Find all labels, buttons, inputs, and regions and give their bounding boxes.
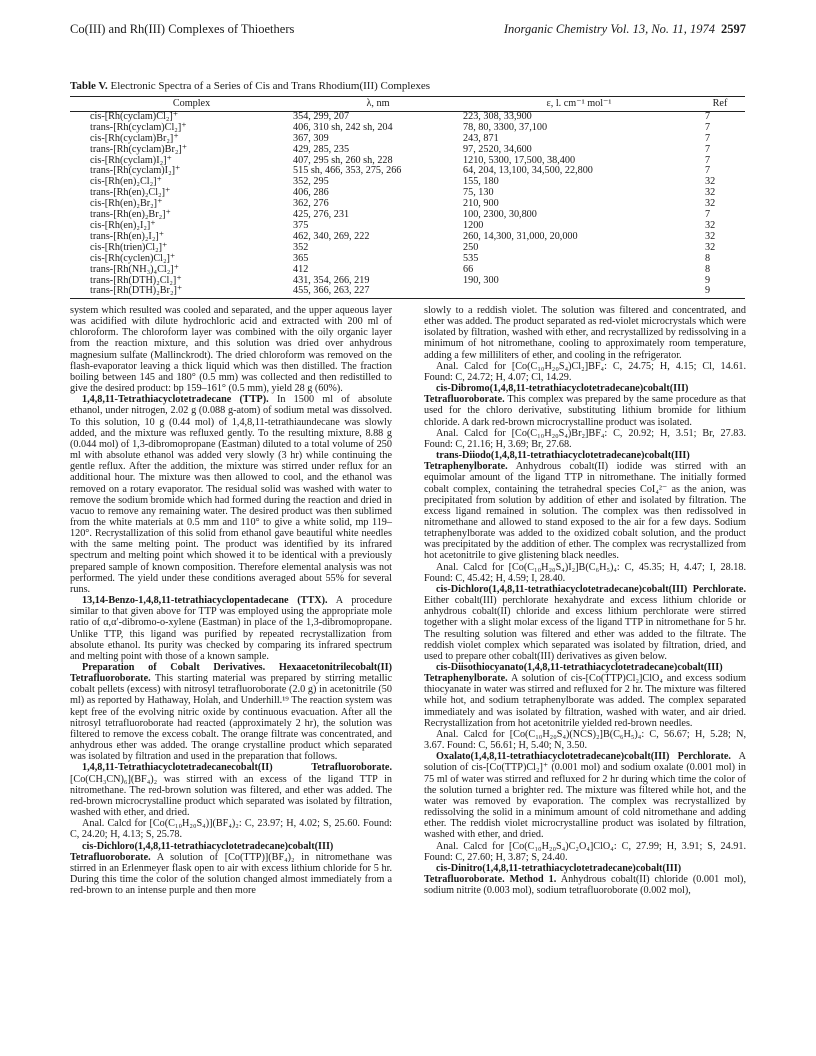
paragraph — [70, 818, 392, 840]
paragraph-text: Anal. Calcd for [Co(C₁₀H₂₀S₄)Cl₂]BF₄: C, 24.75; H, 4.15; Cl, 14.61. Found: C, 24.72; H, 4.07; Cl, 14.29. — [424, 360, 746, 383]
paragraph-heading: 1,4,8,11-Tetrathiacyclotetradecane (TTP). — [82, 394, 269, 406]
page-number: 2597 — [721, 22, 746, 36]
cell-complex: cis-[Rh(en)₂Br₂]⁺ — [90, 198, 163, 210]
running-head-title: Co(III) and Rh(III) Complexes of Thioethers — [70, 22, 295, 36]
paragraph — [424, 562, 746, 584]
cell-complex: cis-[Rh(cyclam)Cl₂]⁺ — [90, 110, 179, 122]
table-caption — [70, 80, 430, 92]
paragraph-heading: cis-Dibromo(1,4,8,11-tetrathiacyclotetradecane)cobalt(III) Tetrafluoroborate. — [424, 383, 689, 406]
paragraph-heading: 13,14-Benzo-1,4,8,11-tetrathiacyclopentadecane (TTX). — [82, 595, 328, 607]
cell-ref: 9 — [705, 274, 711, 286]
cell-ref: 32 — [705, 187, 716, 199]
paragraph — [424, 584, 746, 662]
cell-lambda: 352, 295 — [293, 176, 329, 188]
cell-complex: trans-[Rh(DTH)₂Cl₂]⁺ — [90, 274, 182, 286]
cell-epsilon: 210, 900 — [463, 198, 499, 210]
cell-complex: trans-[Rh(cyclam)Br₂]⁺ — [90, 143, 188, 155]
paragraph-text: A solution of [Co(TTP)](BF₄)₂ in nitromethane was stirred in an Erlenmeyer flask open to air with excess lithium chloride for 5 hr. During this time the color of the solution changed almost immediately from a red-brown to an intense purple and then more — [70, 851, 392, 897]
table-row — [70, 188, 745, 199]
paragraph-text: A solution of cis-[Co(TTP)Cl₂]⁺ (0.001 mol) and sodium oxalate (0.001 mol) in 75 ml of water was stirred and refluxed for 2 hr during which time the color of the solution turned a brighter red. The mixture was filtered while hot, and the water was removed by evaporation. The complex was recrystallized by redissolving the solid in a minimum amount of cold nitromethane and adding ether. The reddish violet microcrystalline product was isolated by filtration, washed with ether, and dried. — [424, 751, 746, 841]
column-header-complex: Complex — [70, 97, 293, 112]
cell-epsilon: 64, 204, 13,100, 34,500, 22,800 — [463, 165, 593, 177]
cell-complex: cis-[Rh(en)₂I₂]⁺ — [90, 219, 156, 231]
cell-epsilon: 250 — [463, 241, 479, 253]
table-row — [70, 210, 745, 221]
paragraph-heading: trans-Diiodo(1,4,8,11-tetrathiacyclotetradecane)cobalt(III) Tetraphenylborate. — [424, 450, 690, 473]
paragraph — [424, 450, 746, 562]
cell-lambda: 515 sh, 466, 353, 275, 266 — [293, 165, 402, 177]
table-row — [70, 134, 745, 145]
paragraph — [70, 394, 392, 595]
cell-ref: 32 — [705, 241, 716, 253]
cell-complex: trans-[Rh(en)₂I₂]⁺ — [90, 230, 165, 242]
cell-ref: 8 — [705, 263, 711, 275]
cell-complex: cis-[Rh(cyclam)I₂]⁺ — [90, 154, 172, 166]
cell-ref: 7 — [705, 121, 711, 133]
cell-ref: 32 — [705, 219, 716, 231]
paragraph-text: Anal. Calcd for [Co(C₁₀H₂₀S₄)C₂O₄]ClO₄: C, 27.99; H, 3.91; S, 24.91. Found: C, 27.60; H, 3.87; S, 24.40. — [424, 840, 746, 863]
cell-ref: 8 — [705, 252, 711, 264]
cell-epsilon: 1210, 5300, 17,500, 38,400 — [463, 154, 576, 166]
table-row — [70, 166, 745, 177]
paragraph-heading: Oxalato(1,4,8,11-tetrathiacyclotetradecane)cobalt(III) Perchlorate. — [436, 751, 731, 763]
cell-lambda: 375 — [293, 219, 309, 231]
cell-lambda: 431, 354, 266, 219 — [293, 274, 370, 286]
left-text-column — [70, 305, 392, 896]
paragraph-text: slowly to a reddish violet. The solution was filtered and concentrated, and ether was added. The product separated as red-violet microcrystals which were isolated by filtration, washed with ether, and recrystallized by redissolving in a minimum of hot nitromethane, cooling to approximately room temperature, adding a few milliliters of ether, and cooling in the refrigerator. — [424, 305, 746, 361]
cell-ref: 9 — [695, 286, 745, 298]
paragraph — [424, 729, 746, 751]
cell-ref: 7 — [705, 132, 711, 144]
cell-complex: trans-[Rh(NH₃)₄Cl₂]⁺ — [90, 263, 180, 275]
cell-ref: 32 — [705, 176, 716, 188]
journal-citation: Inorganic Chemistry Vol. 13, No. 11, 1974 — [503, 22, 715, 36]
paragraph-text: This starting material was prepared by stirring metallic cobalt pellets (excess) with nitrosyl tetrafluoroborate (2.0 g) in acetonitrile (50 ml) as reported by Hathaway, Holah, and Underhill.¹⁹ The reaction system was kept free of the evolving nitric oxide by continuous evacuation. After all the nitrosyl tetrafluoroborate had reacted (approximately 2 hr), the solution was filtered to remove the excess cobalt. The orange filtrate was concentrated, and anhydrous ether was added. The orange crystalline product which separated was isolated by filtration and used in the preparation that follows. — [70, 673, 392, 763]
column-header-ref: Ref — [695, 97, 745, 112]
cell-complex: trans-[Rh(en)₂Br₂]⁺ — [90, 209, 171, 221]
cell-lambda: 362, 276 — [293, 198, 329, 210]
cell-complex: cis-[Rh(cyclam)Br₂]⁺ — [90, 132, 179, 144]
paragraph — [70, 595, 392, 662]
cell-epsilon: 223, 308, 33,900 — [463, 110, 532, 122]
cell-epsilon: 260, 14,300, 31,000, 20,000 — [463, 230, 578, 242]
cell-epsilon: 155, 180 — [463, 176, 499, 188]
spectra-table — [70, 96, 745, 299]
paragraph-heading: cis-Dinitro(1,4,8,11-tetrathiacyclotetradecane)cobalt(III) Tetrafluoroborate. Method 1. — [424, 862, 682, 885]
cell-lambda: 352 — [293, 241, 309, 253]
table-row — [70, 199, 745, 210]
cell-complex: cis-[Rh(trien)Cl₂]⁺ — [90, 241, 168, 253]
paragraph-heading: Preparation of Cobalt Derivatives. Hexaacetonitrilecobalt(II) Tetrafluoroborate. — [70, 662, 392, 685]
cell-epsilon: 535 — [463, 252, 479, 264]
table-row — [70, 177, 745, 188]
column-header-epsilon: ε, l. cm⁻¹ mol⁻¹ — [463, 97, 695, 112]
column-header-lambda: λ, nm — [293, 97, 463, 112]
paragraph-text: Anhydrous cobalt(II) chloride (0.001 mol), sodium nitrite (0.003 mol), sodium tetrafluoroborate (0.002 mol), — [424, 873, 746, 897]
cell-lambda: 425, 276, 231 — [293, 209, 350, 221]
table-header-row — [70, 97, 745, 112]
cell-ref: 7 — [705, 154, 711, 166]
table-label: Table V. — [70, 80, 108, 92]
cell-epsilon: 1200 — [463, 219, 484, 231]
running-head — [70, 22, 746, 40]
table-row — [70, 254, 745, 265]
paragraph-heading: 1,4,8,11-Tetrathiacyclotetradecanecobalt(II) Tetrafluoroborate. — [82, 762, 392, 774]
cell-lambda: 365 — [293, 252, 309, 264]
cell-epsilon: 75, 130 — [463, 187, 494, 199]
cell-lambda: 462, 340, 269, 222 — [293, 230, 370, 242]
paragraph-text: Anal. Calcd for [Co(C₁₀H₂₀S₄)Br₂]BF₄: C, 20.92; H, 3.51; Br, 27.83. Found: C, 21.16; H, 3.69; Br, 27.68. — [424, 427, 746, 450]
table-row — [70, 145, 745, 156]
cell-lambda: 354, 299, 207 — [293, 110, 350, 122]
paragraph — [424, 863, 746, 896]
cell-ref: 32 — [705, 198, 716, 210]
cell-epsilon: 190, 300 — [463, 274, 499, 286]
cell-epsilon: 243, 871 — [463, 132, 499, 144]
paragraph — [424, 841, 746, 863]
cell-ref: 7 — [705, 209, 711, 221]
table-body — [70, 111, 745, 298]
cell-complex: trans-[Rh(en)₂Cl₂]⁺ — [90, 187, 171, 199]
paragraph — [70, 762, 392, 818]
paragraph-heading: cis-Dichloro(1,4,8,11-tetrathiacyclotetradecane)cobalt(III) Perchlorate. — [436, 583, 746, 595]
paragraph-heading: cis-Diisothiocyanato(1,4,8,11-tetrathiacyclotetradecane)cobalt(III) Tetraphenylborate. — [424, 662, 723, 685]
paragraph-text: A solution of cis-[Co(TTP)Cl₂]ClO₄ and excess sodium thiocyanate in water was stirred and refluxed for 2 hr. The mixture was filtered while hot, and sodium tetraphenylborate was added. The complex separated immediately and was isolated by filtration, washed with water, and air dried. Recrystallization from hot acetonitrile yielded red-brown needles. — [424, 673, 747, 729]
cell-lambda: 412 — [293, 263, 309, 275]
paragraph-text: A procedure similar to that given above for TTP was employed using the appropriate mole ratio of α,α′-dibromo-o-xylene (Eastman) in place of the 1,3-dibromopropane. Unlike TTP, this ligand was purified by repeated recrystallization from absolute ethanol. Its purity was checked by comparing its infrared spectrum and melting point with those of a known sample. — [70, 595, 392, 662]
paragraph — [424, 305, 746, 361]
cell-lambda: 429, 285, 235 — [293, 143, 350, 155]
cell-ref: 7 — [705, 165, 711, 177]
cell-epsilon: 100, 2300, 30,800 — [463, 209, 537, 221]
cell-lambda: 407, 295 sh, 260 sh, 228 — [293, 154, 393, 166]
paragraph-text: [Co(CH₃CN)₆](BF₄)₂ was stirred with an excess of the ligand TTP in nitromethane. The red-brown solution was filtered, and ether was added. The red-brown microcrystalline product which separated was isolated by filtration, washed with ether, and dried. — [70, 773, 392, 819]
table-caption-text: Electronic Spectra of a Series of Cis and Trans Rhodium(III) Complexes — [110, 80, 431, 92]
cell-lambda: 455, 366, 263, 227 — [293, 286, 463, 298]
cell-lambda: 367, 309 — [293, 132, 329, 144]
paragraph-text: Anal. Calcd for [Co(C₁₀H₂₀S₄)I₂]B(C₆H₅)₄: C, 45.35; H, 4.47; I, 28.18. Found: C, 45.42; H, 4.59; I, 28.40. — [424, 561, 746, 584]
paragraph-text: This complex was prepared by the same procedure as that used for the chloro derivative, substituting lithium bromide for lithium chloride. A dark red-brown microcrystalline product was isolated. — [424, 394, 746, 428]
cell-complex: cis-[Rh(en)₂Cl₂]⁺ — [90, 176, 162, 188]
paragraph — [424, 428, 746, 450]
cell-lambda: 406, 310 sh, 242 sh, 204 — [293, 121, 393, 133]
paragraph — [424, 662, 746, 729]
paragraph-text: Anal. Calcd for [Co(C₁₀H₂₀S₄)(NCS)₂]B(C₆H₅)₄: C, 56.67; H, 5.28; N, 3.67. Found: C, 56.61; H, 5.40; N, 3.50. — [424, 728, 746, 752]
paragraph-text: Either cobalt(III) perchlorate hexahydrate and excess lithium chloride or anhydrous cobalt(II) chloride and excess lithium perchlorate were stirred together with a slight molar excess of the ligand TTP in nitromethane for 5 hr. The resulting solution was filtered and ether was added to the filtrate. The reddish violet complex which separated was isolated by filtration, dried, and used to prepare other cobalt(III) derivatives as given below. — [424, 595, 746, 662]
table-row — [70, 221, 745, 232]
paragraph — [70, 305, 392, 394]
cell-complex: cis-[Rh(cyclen)Cl₂]⁺ — [90, 252, 176, 264]
cell-epsilon: 97, 2520, 34,600 — [463, 143, 532, 155]
running-head-journal — [504, 22, 746, 37]
table-row — [70, 232, 745, 243]
cell-ref: 7 — [705, 110, 711, 122]
right-text-column — [424, 305, 746, 896]
cell-epsilon: 66 — [463, 263, 474, 275]
cell-epsilon: 78, 80, 3300, 37,100 — [463, 121, 548, 133]
paragraph-heading: cis-Dichloro(1,4,8,11-tetrathiacyclotetradecane)cobalt(III) Tetrafluoroborate. — [70, 840, 334, 863]
cell-ref: 32 — [705, 230, 716, 242]
paragraph — [424, 383, 746, 428]
cell-complex: trans-[Rh(DTH)₂Br₂]⁺ — [70, 286, 293, 298]
paragraph — [424, 751, 746, 840]
table-row — [70, 286, 745, 298]
cell-lambda: 406, 286 — [293, 187, 329, 199]
cell-ref: 7 — [705, 143, 711, 155]
paragraph — [424, 361, 746, 383]
cell-complex: trans-[Rh(cyclam)Cl₂]⁺ — [90, 121, 187, 133]
paragraph — [70, 662, 392, 762]
paragraph-text: In 1500 ml of absolute ethanol, under nitrogen, 2.02 g (0.088 g-atom) of sodium metal was dissolved. To this solution, 10 g (0.44 mol) of 1,4,8,11-tetrathiaundecane was slowly added, and the mixture was refluxed gently. To the resulting mixture, 8.88 g (0.044 mol) of 1,3-dibromopropane (Eastman) diluted to a total volume of 250 ml with absolute ethanol was added very slowly (3 hr) while continuing the gentle reflux. After the addition, the mixture was stirred under reflux for an additional hour. The mixture was then allowed to cool, and the ethanol was removed on a rotary evaporator. The residual solid was washed with water to remove the sodium bromide which had formed during the reaction and dried in vacuo to remove any remaining water. The desired product was then sublimed from the white materials at 0.5 mm and 110° to give a white solid, mp 119–120°. Recrystallization of this solid from ethanol gave beautiful white needles with the same melting point. The product was identified by its infrared spectrum and melting point which showed it to be identical with a previously prepared sample of known composition. Therefore elemental analysis was not performed. The yield under these conditions averaged about 55% for several runs. — [70, 394, 392, 595]
paragraph-text: system which resulted was cooled and separated, and the upper aqueous layer was acidified with dilute hydrochloric acid and extracted with 200 ml of chloroform. The chloroform layer was combined with the oily organic layer from the reaction mixture, and this solution was dried over anhydrous magnesium sulfate (Mallinckrodt). The dried chloroform was removed on the flash-evaporator leaving a thick liquid which was then distilled. The fraction boiling between 145 and 180° (0.5 mm) was collected and then redistilled to give the desired product: bp 159–161° (0.5 mm), yield 28 g (60%). — [70, 305, 392, 395]
table-row — [70, 265, 745, 276]
paragraph — [70, 841, 392, 897]
cell-epsilon — [463, 286, 695, 298]
cell-complex: trans-[Rh(cyclam)I₂]⁺ — [90, 165, 181, 177]
paragraph-text: Anhydrous cobalt(II) iodide was stirred with an equimolar amount of the ligand TTP in nitromethane. The initially formed cobalt complex, containing the tetrahedral species CoI₄²⁻ as the anion, was precipitated from solution by addition of ether and isolated by filtration. The excess ligand remained in solution. The complex was then redissolved in nitromethane and allowed to stand exposed to the air for a few days. Sodium tetraphenylborate was added to the oxidized cobalt solution, and the product was precipitated by the addition of ether. The complex was recrystallized from hot acetonitrile to give glistening black needles. — [424, 461, 746, 562]
paragraph-text: Anal. Calcd for [Co(C₁₀H₂₀S₄)](BF₄)₂: C, 23.97; H, 4.02; S, 25.60. Found: C, 24.20; H, 4.13; S, 25.78. — [70, 818, 392, 841]
